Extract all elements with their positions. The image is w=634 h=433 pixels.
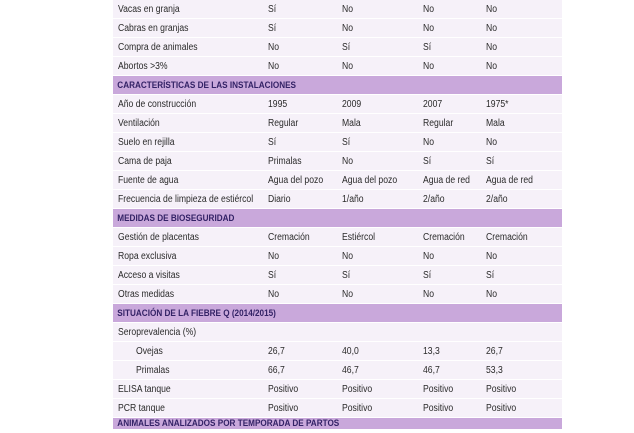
row-label: Ovejas xyxy=(136,345,163,357)
row-label: Ventilación xyxy=(118,117,160,129)
cell-farm-1: No xyxy=(268,60,280,72)
table-row xyxy=(113,247,562,266)
cell-farm-4: 53,3 xyxy=(486,364,503,376)
cell-farm-1: Primalas xyxy=(268,155,302,167)
cell-farm-4: Sí xyxy=(486,269,495,281)
cell-farm-2: Agua del pozo xyxy=(342,174,398,186)
cell-farm-2: No xyxy=(342,60,354,72)
cell-farm-2: Sí xyxy=(342,269,351,281)
cell-farm-1: Agua del pozo xyxy=(268,174,324,186)
cell-farm-3: No xyxy=(423,60,435,72)
table-row xyxy=(113,95,562,114)
cell-farm-3: Sí xyxy=(423,41,432,53)
row-label: Suelo en rejilla xyxy=(118,136,175,148)
cell-farm-4: Mala xyxy=(486,117,505,129)
cell-farm-3: Sí xyxy=(423,155,432,167)
row-label: Fuente de agua xyxy=(118,174,179,186)
row-label: Primalas xyxy=(136,364,170,376)
section-title-bioseguridad: MEDIDAS DE BIOSEGURIDAD xyxy=(117,212,235,224)
table-row xyxy=(113,0,562,19)
cell-farm-3: No xyxy=(423,288,435,300)
cell-farm-4: No xyxy=(486,22,498,34)
cell-farm-3: No xyxy=(423,136,435,148)
cell-farm-2: Positivo xyxy=(342,402,373,414)
cell-farm-3: No xyxy=(423,3,435,15)
cell-farm-2: 46,7 xyxy=(342,364,359,376)
cell-farm-4: Cremación xyxy=(486,231,528,243)
table-row xyxy=(113,190,562,209)
row-label: Cabras en granjas xyxy=(118,22,189,34)
cell-farm-1: Regular xyxy=(268,117,299,129)
section-header xyxy=(113,418,562,430)
cell-farm-4: Positivo xyxy=(486,383,517,395)
cell-farm-1: Sí xyxy=(268,22,277,34)
table-row xyxy=(113,342,562,361)
section-header xyxy=(113,304,562,323)
cell-farm-4: No xyxy=(486,250,498,262)
cell-farm-1: No xyxy=(268,250,280,262)
cell-farm-1: Positivo xyxy=(268,383,299,395)
cell-farm-2: No xyxy=(342,250,354,262)
cell-farm-1: Diario xyxy=(268,193,291,205)
cell-farm-1: Positivo xyxy=(268,402,299,414)
table-row xyxy=(113,171,562,190)
table-row xyxy=(113,399,562,418)
cell-farm-4: No xyxy=(486,41,498,53)
cell-farm-1: 66,7 xyxy=(268,364,285,376)
row-label: Ropa exclusiva xyxy=(118,250,177,262)
row-label: Compra de animales xyxy=(118,41,198,53)
cell-farm-4: No xyxy=(486,288,498,300)
cell-farm-3: Positivo xyxy=(423,402,454,414)
cell-farm-2: No xyxy=(342,288,354,300)
table-row xyxy=(113,228,562,247)
row-label: Abortos >3% xyxy=(118,60,168,72)
cell-farm-4: 2/año xyxy=(486,193,508,205)
cell-farm-2: 40,0 xyxy=(342,345,359,357)
table-row xyxy=(113,57,562,76)
row-label: Año de construcción xyxy=(118,98,197,110)
table-row xyxy=(113,323,562,342)
table-row xyxy=(113,266,562,285)
table-row xyxy=(113,133,562,152)
cell-farm-3: Cremación xyxy=(423,231,465,243)
section-header xyxy=(113,209,562,228)
cell-farm-3: 2007 xyxy=(423,98,443,110)
section-title-instalaciones: CARACTERÍSTICAS DE LAS INSTALACIONES xyxy=(117,79,296,91)
cell-farm-1: No xyxy=(268,41,280,53)
row-label: Acceso a visitas xyxy=(118,269,180,281)
section-title-fiebre-q: SITUACIÓN DE LA FIEBRE Q (2014/2015) xyxy=(117,307,276,319)
cell-farm-1: Sí xyxy=(268,3,277,15)
table-row xyxy=(113,361,562,380)
table-row xyxy=(113,152,562,171)
cell-farm-2: No xyxy=(342,22,354,34)
section-title-animales: ANIMALES ANALIZADOS POR TEMPORADA DE PARTOS xyxy=(117,418,340,429)
cell-farm-3: Sí xyxy=(423,269,432,281)
cell-farm-2: Estiércol xyxy=(342,231,376,243)
cell-farm-1: Sí xyxy=(268,136,277,148)
cell-farm-4: No xyxy=(486,136,498,148)
table-row xyxy=(113,114,562,133)
cell-farm-2: No xyxy=(342,3,354,15)
cell-farm-3: Agua de red xyxy=(423,174,470,186)
cell-farm-4: Positivo xyxy=(486,402,517,414)
cell-farm-2: Mala xyxy=(342,117,361,129)
cell-farm-2: Sí xyxy=(342,136,351,148)
cell-farm-4: Sí xyxy=(486,155,495,167)
cell-farm-3: No xyxy=(423,22,435,34)
row-label: Otras medidas xyxy=(118,288,175,300)
cell-farm-1: Sí xyxy=(268,269,277,281)
cell-farm-4: 1975* xyxy=(486,98,509,110)
row-label: Frecuencia de limpieza de estiércol xyxy=(118,193,254,205)
row-label: Cama de paja xyxy=(118,155,172,167)
cell-farm-1: No xyxy=(268,288,280,300)
row-label: PCR tanque xyxy=(118,402,165,414)
cell-farm-1: 1995 xyxy=(268,98,288,110)
cell-farm-2: Sí xyxy=(342,41,351,53)
cell-farm-3: 13,3 xyxy=(423,345,440,357)
farm-comparison-table xyxy=(113,0,562,430)
row-label: ELISA tanque xyxy=(118,383,171,395)
cell-farm-3: Positivo xyxy=(423,383,454,395)
cell-farm-3: 2/año xyxy=(423,193,445,205)
cell-farm-4: No xyxy=(486,60,498,72)
cell-farm-3: Regular xyxy=(423,117,454,129)
table-row xyxy=(113,380,562,399)
table-row xyxy=(113,38,562,57)
table-row xyxy=(113,285,562,304)
row-label: Gestión de placentas xyxy=(118,231,200,243)
cell-farm-2: No xyxy=(342,155,354,167)
cell-farm-1: Cremación xyxy=(268,231,310,243)
row-label: Seroprevalencia (%) xyxy=(118,326,197,338)
cell-farm-4: Agua de red xyxy=(486,174,533,186)
cell-farm-4: 26,7 xyxy=(486,345,503,357)
cell-farm-2: 1/año xyxy=(342,193,364,205)
cell-farm-4: No xyxy=(486,3,498,15)
row-label: Vacas en granja xyxy=(118,3,180,15)
table-row xyxy=(113,19,562,38)
cell-farm-1: 26,7 xyxy=(268,345,285,357)
section-header xyxy=(113,76,562,95)
cell-farm-2: 2009 xyxy=(342,98,362,110)
cell-farm-3: No xyxy=(423,250,435,262)
cell-farm-2: Positivo xyxy=(342,383,373,395)
cell-farm-3: 46,7 xyxy=(423,364,440,376)
